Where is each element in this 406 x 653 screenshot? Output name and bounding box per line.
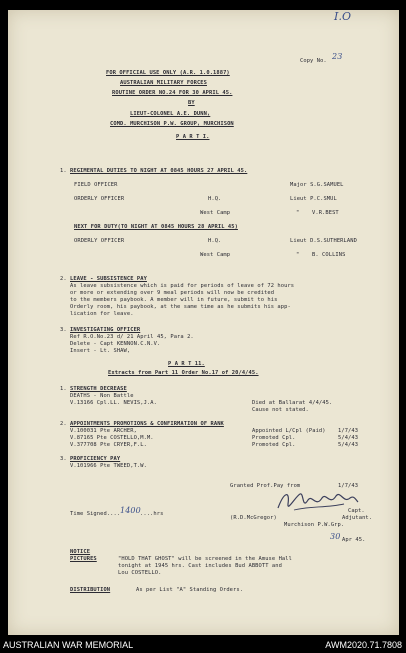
- part1-s2-number: 2.: [60, 276, 67, 282]
- signatory-name: (R.D.McGregor): [230, 515, 277, 521]
- next-hq-label: H.Q.: [208, 238, 222, 244]
- signatory-unit: Murchison P.W.Grp.: [284, 522, 345, 528]
- part2-s3-detail: Granted Prof.Pay from: [230, 483, 301, 489]
- part2-s2-number: 2.: [60, 421, 67, 427]
- handwritten-annotation: I.O: [334, 10, 352, 23]
- orderly-officer-label: ORDERLY OFFICER: [74, 196, 125, 202]
- table-row: Appointed L/Cpl (Paid): [252, 428, 326, 434]
- notice-line: tonight at 1945 hrs. Cast includes Bud ABBOTT and: [118, 563, 282, 569]
- copy-number: 23: [332, 52, 343, 61]
- part2-title: P A R T 11.: [168, 361, 205, 367]
- signatory-title: Adjutant.: [342, 515, 373, 521]
- footer-accession-number: AWM2020.71.7808: [325, 640, 402, 650]
- ditto-mark: ": [296, 210, 300, 216]
- part2-s3-heading: PROFICIENCY PAY: [70, 456, 121, 462]
- time-signed-value: 1400: [120, 506, 141, 515]
- table-row: V.100031 Pte ARCHER,: [70, 428, 137, 434]
- part2-s3-date: 1/7/43: [338, 483, 359, 489]
- pictures-label: PICTURES: [70, 556, 97, 562]
- part1-s3-number: 3.: [60, 327, 67, 333]
- table-row-date: 1/7/43: [338, 428, 359, 434]
- part1-s3-line: Delete - Capt KENNON.C.N.V.: [70, 341, 161, 347]
- table-row: Promoted Cpl.: [252, 435, 296, 441]
- distribution-label: DISTRIBUTION: [70, 587, 111, 593]
- notice-label: NOTICE: [70, 549, 91, 555]
- part2-s1-number: 1.: [60, 386, 67, 392]
- part1-s2-line: lication for leave.: [70, 311, 134, 317]
- signed-date-day: 30: [330, 532, 341, 541]
- part1-s2-line: Orderly room, his paybook, at the same time as he submits his app-: [70, 304, 291, 310]
- next-orderly-officer-label: ORDERLY OFFICER: [74, 238, 125, 244]
- part1-title: P A R T I.: [176, 134, 210, 140]
- part2-s1-detail: Cause not stated.: [252, 407, 309, 413]
- time-signed-unit: ....hrs: [140, 511, 164, 517]
- part2-s2-heading: APPOINTMENTS PROMOTIONS & CONFIRMATION OF RANK: [70, 421, 224, 427]
- table-row: V.377708 Pte CRYER,F.L.: [70, 442, 147, 448]
- commander-name: LIEUT-COLONEL A.E. DUNN,: [130, 111, 211, 117]
- part2-s1-member: V.13166 Cpl.LL. NEVIS,J.A.: [70, 400, 157, 406]
- field-officer-name: Major S.G.SAMUEL: [290, 182, 344, 188]
- table-row-date: 5/4/43: [338, 442, 359, 448]
- part2-s1-detail: Died at Ballarat 4/4/45.: [252, 400, 333, 406]
- commander-title: COMD. MURCHISON P.W. GROUP, MURCHISON: [110, 121, 234, 127]
- notice-line: Lou COSTELLO.: [118, 570, 162, 576]
- part1-s3-line: Ref R.O.No.23 d/ 21 April 45, Para 2.: [70, 334, 194, 340]
- field-officer-label: FIELD OFFICER: [74, 182, 118, 188]
- signatory-rank: Capt.: [348, 508, 365, 514]
- distribution-text: As per List "A" Standing Orders.: [136, 587, 244, 593]
- next-ditto-mark: ": [296, 252, 300, 258]
- copy-number-label: Copy No.: [300, 58, 327, 64]
- footer-institution: AUSTRALIAN WAR MEMORIAL: [3, 640, 134, 650]
- by-line: BY: [188, 100, 195, 106]
- part1-s2-line: to the members paybook. A member will in future, submit to his: [70, 297, 278, 303]
- part2-s1-subheading: DEATHS - Non Battle: [70, 393, 134, 399]
- hq-officer-name: Lieut P.C.SMUL: [290, 196, 337, 202]
- next-hq-officer-name: Lieut D.S.SUTHERLAND: [290, 238, 357, 244]
- archive-footer: [0, 638, 406, 653]
- document-page: [8, 10, 399, 635]
- west-camp-officer-name: V.R.BEST: [312, 210, 339, 216]
- part1-s1-heading: REGIMENTAL DUTIES TO NIGHT AT 0845 HOURS 27 APRIL 45.: [70, 168, 248, 174]
- part2-s1-heading: STRENGTH DECREASE: [70, 386, 127, 392]
- security-line: FOR OFFICIAL USE ONLY (A.R. 1.0.1887): [106, 70, 230, 76]
- part1-s2-heading: LEAVE - SUBSISTENCE PAY: [70, 276, 147, 282]
- order-title: ROUTINE ORDER NO.24 FOR 30 APRIL 45.: [112, 90, 233, 96]
- next-west-camp-officer-name: B. COLLINS: [312, 252, 346, 258]
- part1-s3-heading: INVESTIGATING OFFICER: [70, 327, 141, 333]
- part1-s1-number: 1.: [60, 168, 67, 174]
- part1-s2-line: or more or extending over 9 meal periods will now be credited: [70, 290, 275, 296]
- west-camp-label: West Camp: [200, 210, 231, 216]
- signed-date: Apr 45.: [342, 537, 366, 543]
- table-row: V.87165 Pte COSTELLO,M.M.: [70, 435, 154, 441]
- part1-s2-line: As leave subsistence which is paid for periods of leave of 72 hours: [70, 283, 295, 289]
- notice-line: "HOLD THAT GHOST" will be screened in the Amuse Hall: [118, 556, 292, 562]
- next-for-duty-heading: NEXT FOR DUTY(TO NIGHT AT 0845 HOURS 28 APRIL 45): [74, 224, 238, 230]
- part1-s3-line: Insert - Lt. SHAW,: [70, 348, 131, 354]
- hq-label: H.Q.: [208, 196, 222, 202]
- time-signed-label: Time Signed....: [70, 511, 121, 517]
- part2-s3-number: 3.: [60, 456, 67, 462]
- part2-s3-member: V.101966 Pte TWEED,T.W.: [70, 463, 147, 469]
- next-west-camp-label: West Camp: [200, 252, 231, 258]
- table-row: Promoted Cpl.: [252, 442, 296, 448]
- org-line: AUSTRALIAN MILITARY FORCES: [120, 80, 207, 86]
- part2-subtitle: Extracts from Part 11 Order No.17 of 20/4/45.: [108, 370, 259, 376]
- table-row-date: 5/4/43: [338, 435, 359, 441]
